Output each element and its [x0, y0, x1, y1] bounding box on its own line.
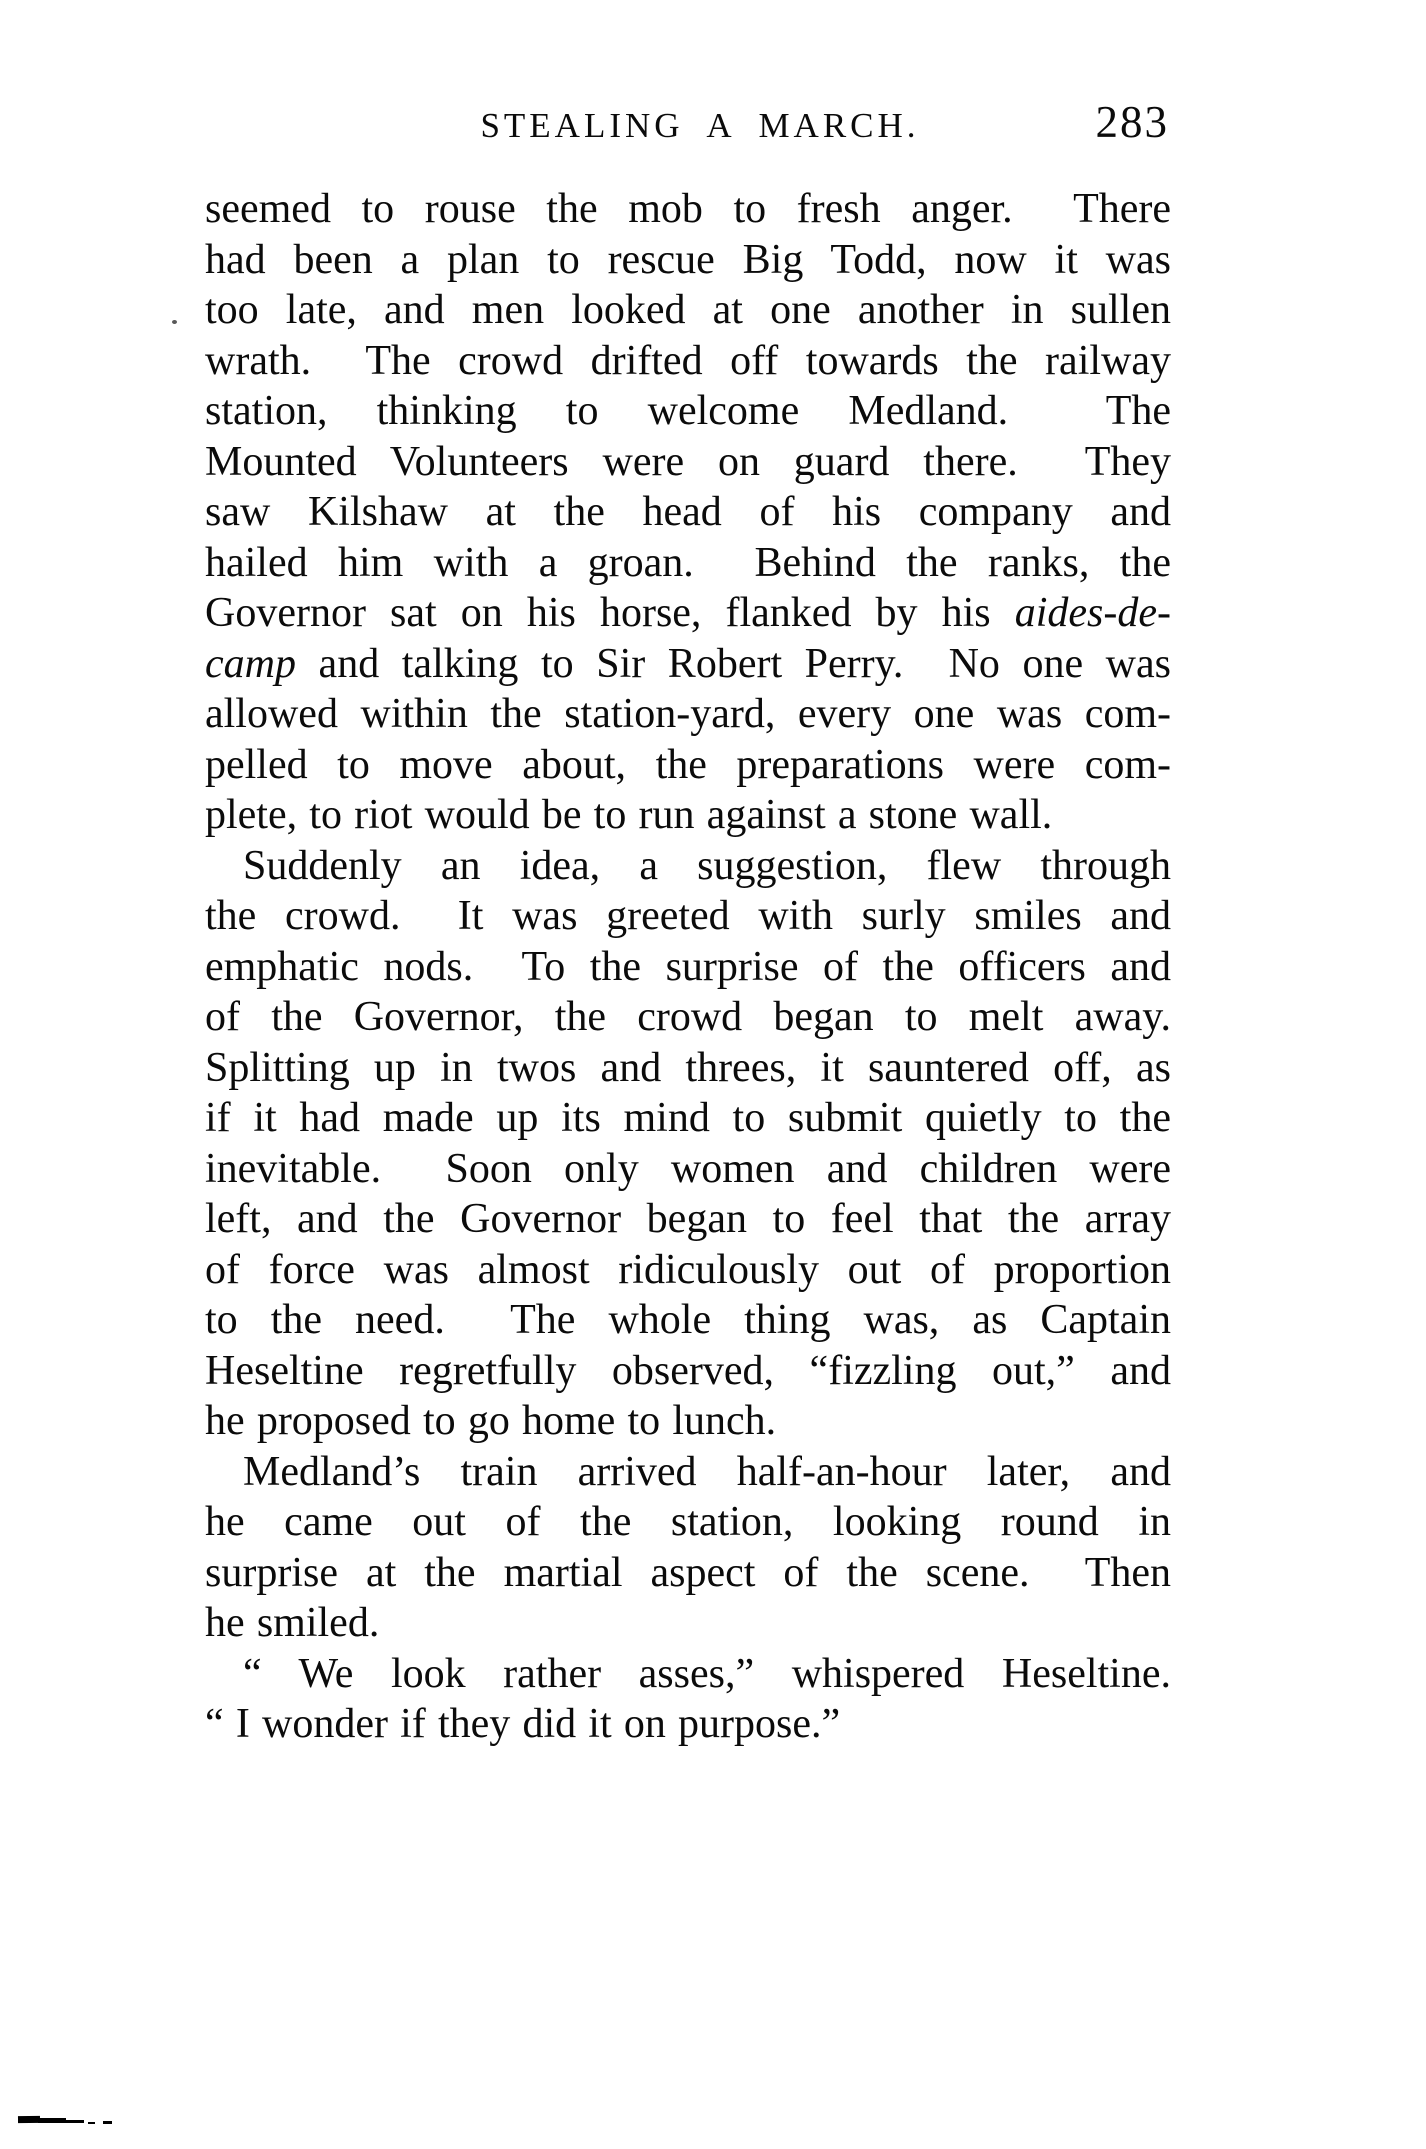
text-line: the crowd. It was greeted with surly smiles and [205, 893, 1171, 939]
text-line: hailed him with a groan. Behind the ranks, the [205, 539, 1171, 586]
text-line: to the need. The whole thing was, as Captain [205, 1297, 1171, 1343]
scan-artifact-dash [103, 2121, 112, 2124]
text-line: pelled to move about, the preparations were com- [205, 741, 1171, 788]
text-line: allowed within the station-yard, every one was com- [205, 691, 1171, 737]
text-line: station, thinking to welcome Medland. The [205, 388, 1171, 434]
text-line: “ I wonder if they did it on purpose.” [205, 1701, 841, 1747]
paragraph [205, 1649, 1171, 1750]
text-line: camp and talking to Sir Robert Perry. No one was [205, 640, 1171, 687]
page-number: 283 [1095, 97, 1169, 147]
page-body [205, 184, 1171, 1750]
text-line: too late, and men looked at one another in sullen [205, 287, 1171, 333]
text-line: “ We look rather asses,” whispered Heseltine. [243, 1650, 1171, 1697]
text-line: he came out of the station, looking round in [205, 1499, 1171, 1545]
text-line: Governor sat on his horse, flanked by his aides-de- [205, 590, 1171, 636]
scan-artifact-streak [38, 2118, 66, 2123]
text-line: inevitable. Soon only women and children were [205, 1145, 1171, 1192]
text-line: Splitting up in twos and threes, it sauntered off, as [205, 1044, 1171, 1091]
scan-artifact-streak [18, 2116, 40, 2123]
running-head [205, 96, 1171, 152]
paragraph [205, 1447, 1171, 1649]
text-line: emphatic nods. To the surprise of the officers and [205, 943, 1171, 990]
text-line: plete, to riot would be to run against a stone wall. [205, 792, 1053, 838]
scan-speck [172, 320, 177, 324]
text-line: of force was almost ridiculously out of proportion [205, 1246, 1171, 1293]
paragraph [205, 184, 1171, 841]
text-line: he proposed to go home to lunch. [205, 1398, 777, 1444]
text-line: wrath. The crowd drifted off towards the railway [205, 337, 1171, 384]
text-line: he smiled. [205, 1600, 380, 1646]
text-line: surprise at the martial aspect of the scene. Then [205, 1549, 1171, 1596]
scan-artifact-dash [88, 2122, 95, 2124]
paragraph [205, 841, 1171, 1447]
text-line: left, and the Governor began to feel that the array [205, 1196, 1171, 1242]
text-line: Suddenly an idea, a suggestion, flew through [243, 842, 1171, 889]
running-head-title: STEALING A MARCH. [480, 106, 920, 145]
text-line: Mounted Volunteers were on guard there. They [205, 438, 1171, 485]
text-line: Medland’s train arrived half-an-hour later, and [243, 1448, 1171, 1495]
scan-artifact-streak [64, 2120, 84, 2123]
text-line: had been a plan to rescue Big Todd, now it was [205, 236, 1171, 283]
text-line: of the Governor, the crowd began to melt away. [205, 994, 1171, 1040]
text-line: seemed to rouse the mob to fresh anger. There [205, 186, 1171, 232]
text-line: Heseltine regretfully observed, “fizzling out,” and [205, 1347, 1171, 1394]
text-line: if it had made up its mind to submit quietly to the [205, 1095, 1171, 1141]
text-line: saw Kilshaw at the head of his company and [205, 489, 1171, 535]
